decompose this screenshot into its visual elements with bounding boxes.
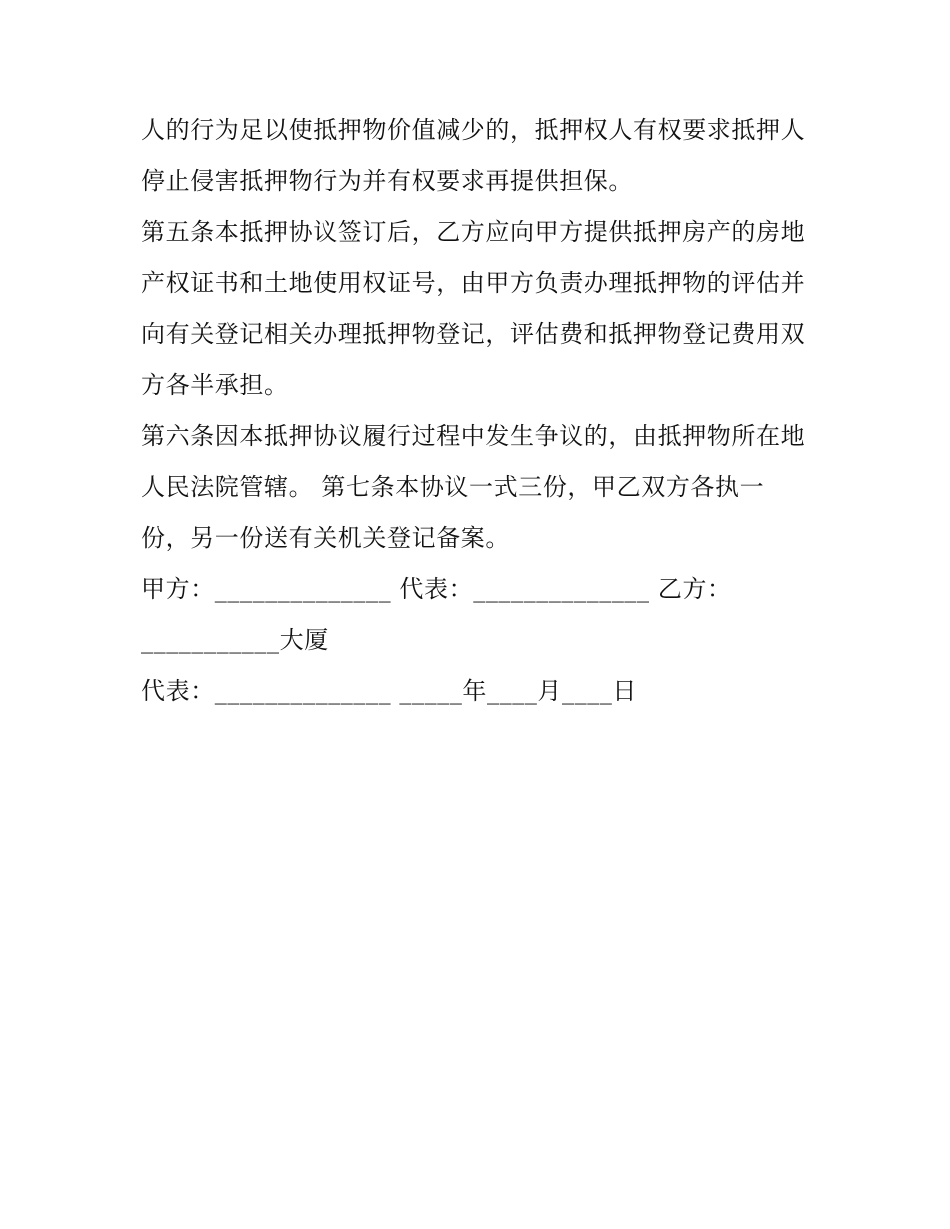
paragraph-line: 停止侵害抵押物行为并有权要求再提供担保。 [141,167,633,195]
paragraph-line: 人的行为足以使抵押物价值减少的，抵押权人有权要求抵押人 [141,116,806,144]
clause-5-line: 产权证书和土地使用权证号，由甲方负责办理抵押物的评估并 [141,269,806,297]
clause-6-7-line: 人民法院管辖。 第七条本协议一式三份，甲乙双方各执一 [141,473,765,501]
agreement-text [141,105,821,717]
clause-6-line: 第六条因本抵押协议履行过程中发生争议的，由抵押物所在地 [141,422,806,450]
signature-party-line: 甲方：______________ 代表：______________ 乙方： [141,575,732,603]
signature-date-line: 代表：______________ _____年____月____日 [141,677,638,705]
clause-5-line: 方各半承担。 [141,371,289,399]
signature-building-line: ___________大厦 [141,626,329,654]
clause-5-line: 第五条本抵押协议签订后，乙方应向甲方提供抵押房产的房地 [141,218,806,246]
clause-7-line: 份，另一份送有关机关登记备案。 [141,524,510,552]
clause-5-line: 向有关登记相关办理抵押物登记，评估费和抵押物登记费用双 [141,320,806,348]
